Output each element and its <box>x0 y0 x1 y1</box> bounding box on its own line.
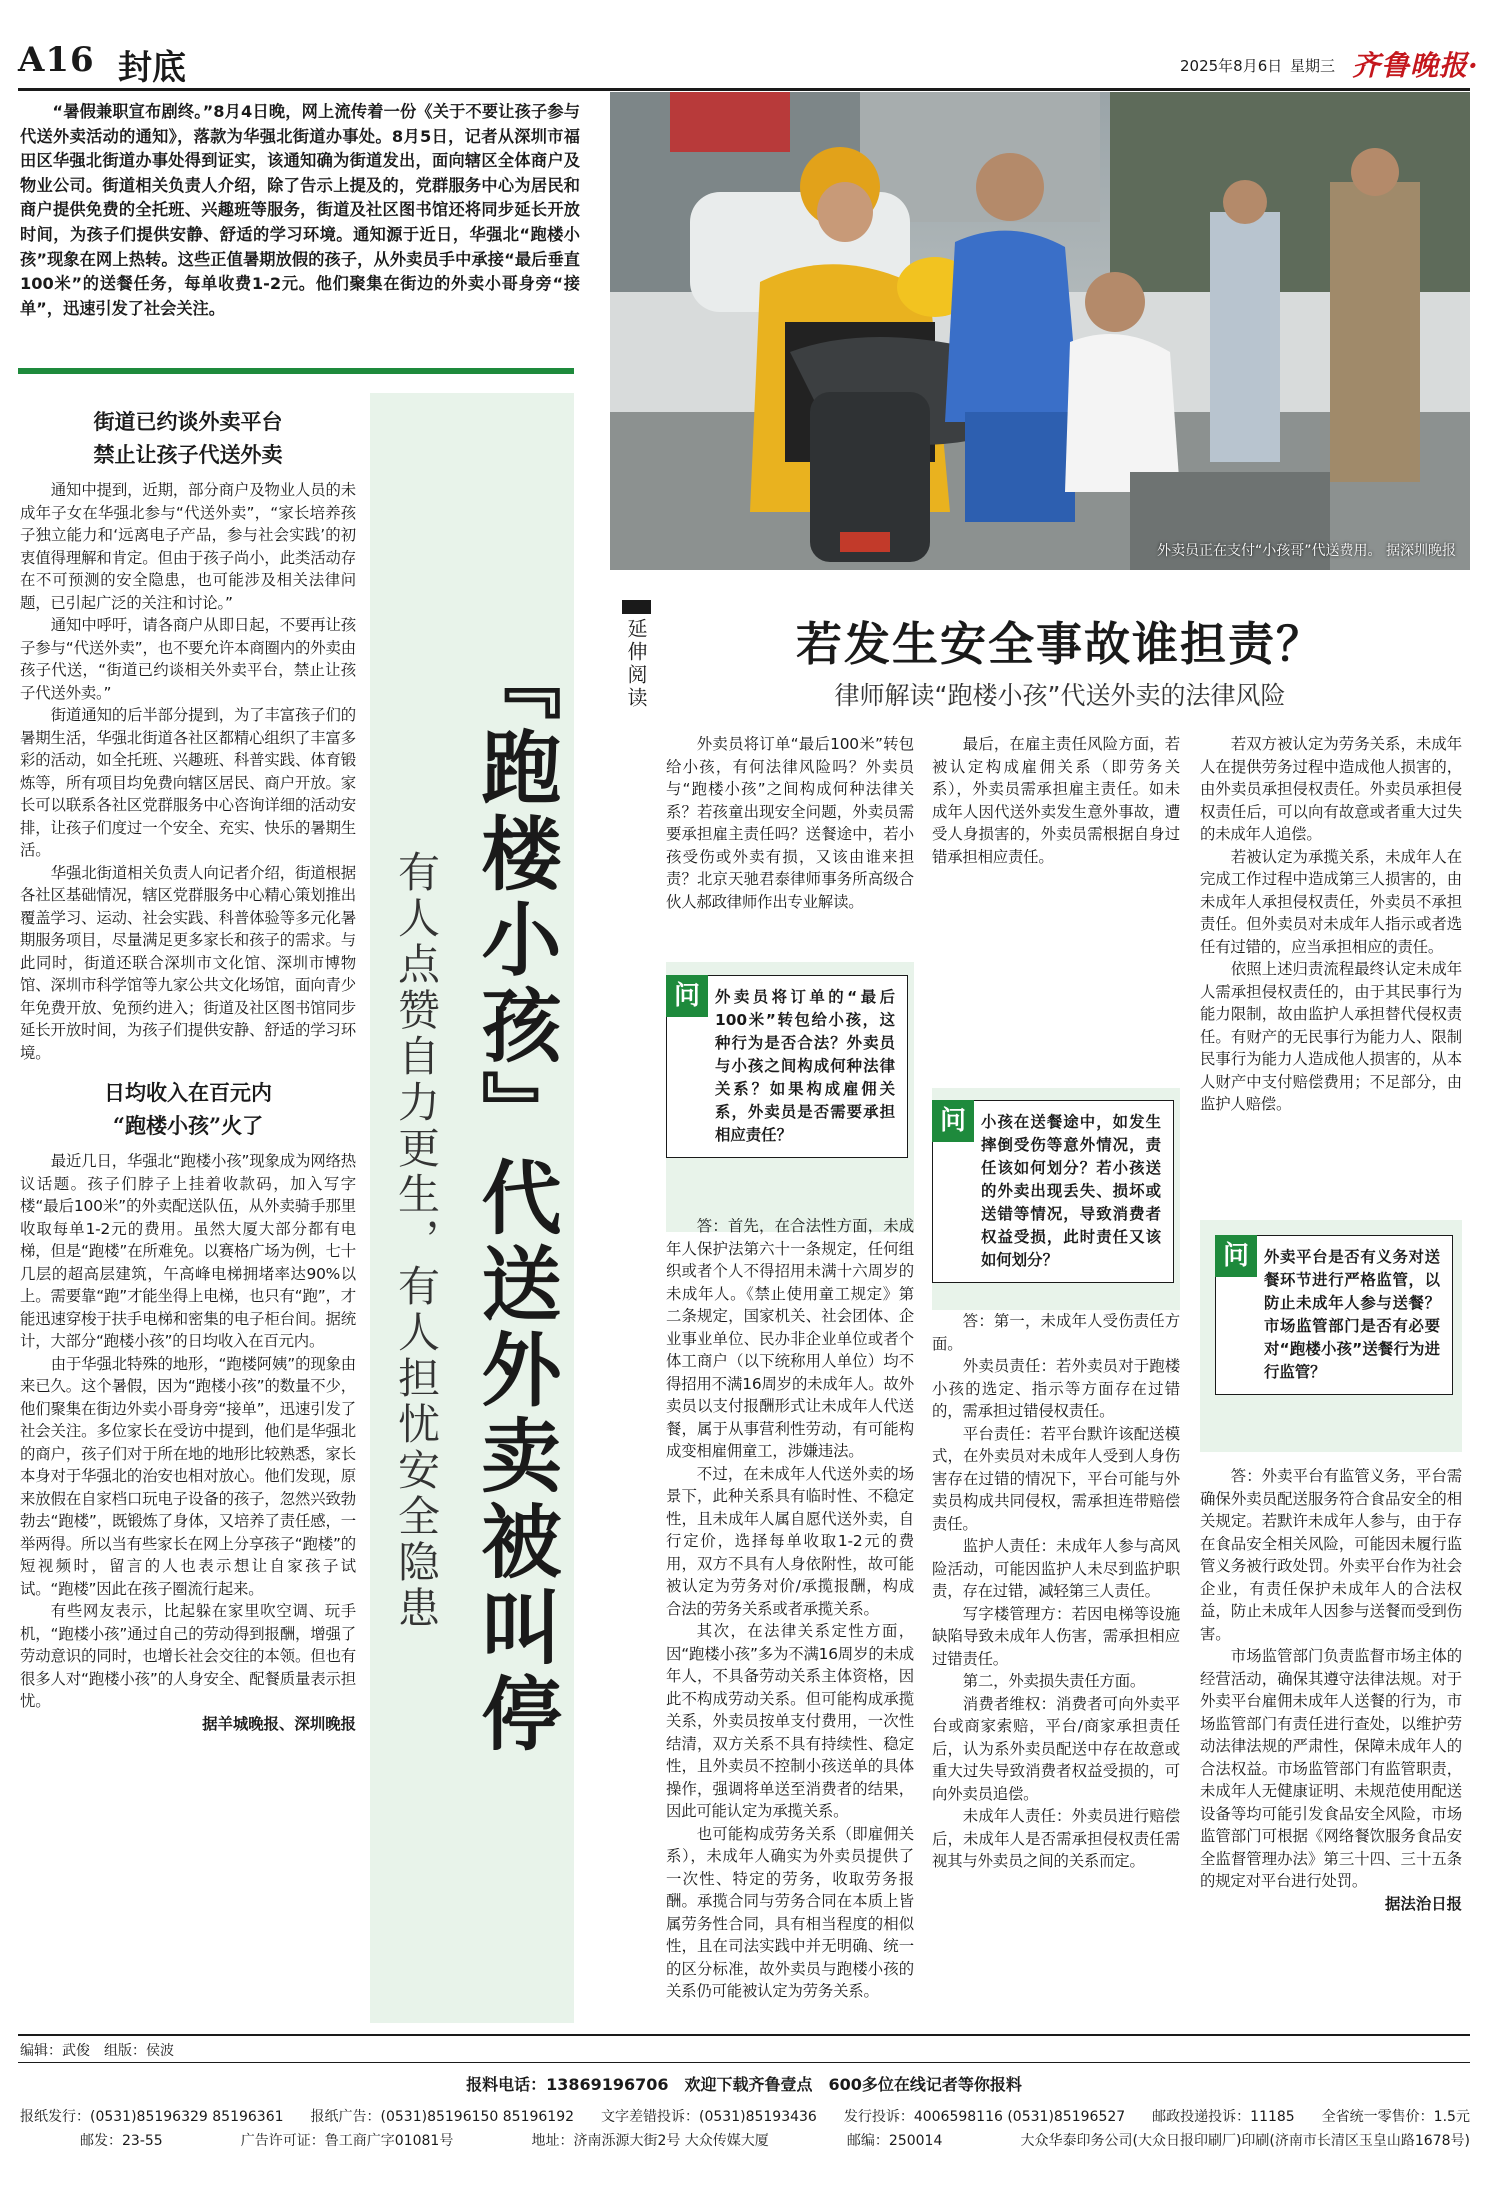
answer-paragraph: 若双方被认定为劳务关系，未成年人在提供劳务过程中造成他人损害的，由外卖员承担侵权责任。外卖员承担侵权责任后，可以向有故意或者重大过失的未成年人追偿。 <box>1200 735 1462 843</box>
answer-paragraph: 答：外卖平台有监管义务，平台需确保外卖员配送服务符合食品安全的相关规定。若默许未成年人参与，由于存在食品安全相关风险，可能因未履行监管义务被行政处罚。外卖平台作为社会企业，有责任保护未成年人的合法权益，防止未成年人因参与送餐而受到伤害。 <box>1200 1467 1462 1643</box>
issue-date: 2025年8月6日 <box>1180 57 1283 75</box>
footer-publisher-row: 邮发：23-55 广告许可证：鲁工商广字01081号 地址：济南泺源大街2号 大众传媒大厦 邮编：250014 大众华泰印务公司(大众日报印刷厂)印刷(济南市长清区玉皇山路1678号) <box>80 2133 1470 2149</box>
article-title: 若发生安全事故谁担责？ <box>796 617 1324 671</box>
news-hotline: 报料电话：13869196706 欢迎下载齐鲁壹点 600多位在线记者等你报料 <box>466 2075 1022 2094</box>
answer-paragraph: 也可能构成劳务关系（即雇佣关系），未成年人确实为外卖员提供了一次性、特定的劳务，收取劳务报酬。承揽合同与劳务合同在本质上皆属劳务性合同，具有相当程度的相似性，且在司法实践中并无明确、统一的区分标准，故外卖员与跑楼小孩的关系仍可能被认定为劳务关系。 <box>666 1824 914 2000</box>
answer-paragraph: 第二，外卖损失责任方面。 <box>962 1672 1146 1690</box>
body-paragraph: 由于华强北特殊的地形，“跑楼阿姨”的现象由来已久。这个暑假，因为“跑楼小孩”的数量不少，他们聚集在街边外卖小哥身旁“接单”，迅速引发了社会关注。多位家长在受访中提到，他们是华强北的商户，孩子们对于所在地的地形比较熟悉，家长本身对于华强北的治安也相对放心。他们发现，原来放假在自家档口玩电子设备的孩子，忽然兴致勃勃去“跑楼”，既锻炼了身体，又培养了责任感，一举两得。所以当有些家长在网上分享孩子“跑楼”的短视频时，留言的人也表示想让自家孩子试试。“跑楼”因此在孩子圈流行起来。 <box>20 1354 356 1598</box>
headline-subtitle: 有人点赞自力更生，有人担忧安全隐患 <box>392 850 441 1632</box>
article-column-b-answer <box>932 1310 1180 1873</box>
answer-paragraph: 市场监管部门负责监督市场主体的经营活动，确保其遵守法律法规。对于外卖平台雇佣未成年人送餐的行为，市场监管部门有责任进行查处，以维护劳动法律法规的严肃性，保障未成年人的合法权益。市场监管部门有监管职责，未成年人无健康证明、未规范使用配送设备等均可能引发食品安全风险，市场监管部门可根据《网络餐饮服务食品安全监督管理办法》第三十四、三十五条的规定对平台进行处罚。 <box>1200 1647 1462 1890</box>
editor-credit: 编辑：武俊 组版：侯波 <box>20 2043 174 2059</box>
news-photo <box>610 92 1470 570</box>
article-column-b <box>932 733 1180 868</box>
answer-paragraph: 若被认定为承揽关系，未成年人在完成工作过程中造成第三人损害的，由未成年人承担侵权责任，外卖员不承担责任。但外卖员对未成年人指示或者选任有过错的，应当承担相应的责任。 <box>1200 847 1462 956</box>
answer-paragraph: 写字楼管理方：若因电梯等设施缺陷导致未成年人伤害，需承担相应过错责任。 <box>932 1604 1180 1668</box>
article-column-a-answer <box>666 1215 914 2003</box>
article-intro: 外卖员将订单“最后100米”转包给小孩，有何法律风险吗？外卖员与“跑楼小孩”之间构成何种法律关系？若孩童出现安全问题，外卖员需要承担雇主责任吗？送餐途中，若小孩受伤或外卖有损，又该由谁来担责？北京天驰君泰律师事务所高级合伙人郝政律师作出专业解读。 <box>666 735 914 911</box>
footer-rule <box>18 2034 1470 2036</box>
body-paragraph: 华强北街道相关负责人向记者介绍，街道根据各社区基础情况，辖区党群服务中心精心策划推出覆盖学习、运动、社会实践、科普体验等多元化暑期服务项目，尽量满足更多家长和孩子的需求。与此同时，街道还联合深圳市文化馆、深圳市博物馆、深圳市科学馆等九家公共文化场馆，面向青少年免费开放、免预约进入；街道及社区图书馆同步延长开放时间，为孩子们提供安静、舒适的学习环境。 <box>20 863 356 1062</box>
answer-paragraph: 监护人责任：未成年人参与高风险活动，可能因监护人未尽到监护职责，存在过错，减轻第三人责任。 <box>932 1537 1180 1600</box>
answer-paragraph: 答：第一，未成年人受伤责任方面。 <box>932 1312 1180 1353</box>
answer-paragraph: 最后，在雇主责任风险方面，若被认定构成雇佣关系（即劳务关系），外卖员需承担雇主责任。如未成年人因代送外卖发生意外事故，遭受人身损害的，外卖员需根据自身过错承担相应责任。 <box>932 735 1180 866</box>
lead-paragraph: “暑假兼职宣布剧终。”8月4日晚，网上流传着一份《关于不要让孩子参与代送外卖活动的通知》，落款为华强北街道办事处。8月5日，记者从深圳市福田区华强北街道办事处得到证实，该通知确为街道发出，面向辖区全体商户及物业公司。街道相关负责人介绍，除了告示上提及的，党群服务中心为居民和商户提供免费的全托班、兴趣班等服务，街道及社区图书馆还将同步延长开放时间，为孩子们提供安静、舒适的学习环境。通知源于近日，华强北“跑楼小孩”现象在网上热转。这些正值暑期放假的孩子，从外卖员手中承接“最后垂直100米”的送餐任务，每单收费1-2元。他们聚集在街边的外卖小哥身旁“接单”，迅速引发了社会关注。 <box>20 102 580 318</box>
photo-caption: 外卖员正在支付“小孩哥”代送费用。 据深圳晚报 <box>1157 543 1456 559</box>
main-headline: 『跑楼小孩』代送外卖被叫停 <box>468 640 562 1758</box>
left-credit: 据羊城晚报、深圳晚报 <box>202 1714 356 1733</box>
article-credit: 据法治日报 <box>1385 1894 1462 1913</box>
question-box-2: 问 小孩在送餐途中，如发生摔倒受伤等意外情况，责任该如何划分？若小孩送的外卖出现丢失、损坏或送错等情况，导致消费者权益受损，此时责任又该如何划分？ <box>932 1100 1174 1283</box>
left-column <box>20 405 356 1735</box>
question-box-3: 问 外卖平台是否有义务对送餐环节进行严格监管，以防止未成年人参与送餐？市场监管部门是否有必要对“跑楼小孩”送餐行为进行监管？ <box>1215 1235 1453 1395</box>
article-column-c-answer <box>1200 1465 1462 1915</box>
article-column-a <box>666 733 914 913</box>
footer-contacts-row: 报纸发行：(0531)85196329 85196361 报纸广告：(0531)85196150 85196192 文字差错投诉：(0531)85193436 发行投诉：4006598116 (0531)85196527 邮政投递投诉：11185 全省统一零售价：1.5元 <box>20 2109 1470 2125</box>
subhead-1: 街道已约谈外卖平台 禁止让孩子代送外卖 <box>93 409 283 467</box>
question-tag: 问 <box>1215 1235 1257 1277</box>
question-box-1: 问 外卖员将订单的“最后100米”转包给小孩，这种行为是否合法？外卖员与小孩之间构成何种法律关系？如果构成雇佣关系，外卖员是否需要承担相应责任？ <box>666 975 908 1158</box>
issue-weekday: 星期三 <box>1290 57 1336 75</box>
question-tag: 问 <box>666 975 708 1017</box>
answer-paragraph: 其次，在法律关系定性方面，因“跑楼小孩”多为不满16周岁的未成年人，不具备劳动关系主体资格，因此不构成劳动关系。但可能构成承揽关系，外卖员按单支付费用，一次性结清，双方关系不具有持续性、稳定性，且外卖员不控制小孩送单的具体操作，强调将单送至消费者的结果，因此可能认定为承揽关系。 <box>666 1622 914 1820</box>
footer-rule-thin <box>18 2062 1470 2063</box>
body-paragraph: 街道通知的后半部分提到，为了丰富孩子们的暑期生活，华强北街道各社区都精心组织了丰富多彩的活动，如全托班、兴趣班、科普实践、体育锻炼等，所有项目均免费向辖区居民、商户开放。家长可以联系各社区党群服务中心咨询详细的活动安排，让孩子们度过一个安全、充实、快乐的暑期生活。 <box>20 706 356 859</box>
body-paragraph: 最近几日，华强北“跑楼小孩”现象成为网络热议话题。孩子们脖子上挂着收款码，加入写字楼“最后100米”的外卖配送队伍，从外卖骑手那里收取每单1-2元的费用。虽然大厦大部分都有电梯，但是“跑楼”在所难免。以赛格广场为例，七十几层的超高层建筑，午高峰电梯拥堵率达90%以上。需要靠“跑”才能坐得上电梯，也只有“跑”，才能迅速穿梭于扶手电梯和密集的电子柜台间。据统计，大部分“跑楼小孩”的日均收入在百元内。 <box>20 1152 356 1350</box>
answer-paragraph: 未成年人责任：外卖员进行赔偿后，未成年人是否需承担侵权责任需视其与外卖员之间的关系而定。 <box>932 1807 1180 1870</box>
photo-illustration <box>610 92 1470 570</box>
green-divider <box>18 368 574 374</box>
header-rule <box>18 88 1470 91</box>
answer-paragraph: 答：首先，在合法性方面，未成年人保护法第六十一条规定，任何组织或者个人不得招用未满十六周岁的未成年人。《禁止使用童工规定》第二条规定，国家机关、社会团体、企业事业单位、民办非企业单位或者个体工商户（以下统称用人单位）均不得招用不满16周岁的未成年人。故外卖员以支付报酬形式让未成年人代送餐，属于从事营利性劳动，有可能构成变相雇佣童工，涉嫌违法。 <box>666 1217 914 1460</box>
question-tag: 问 <box>932 1100 974 1142</box>
article-column-c <box>1200 733 1462 1116</box>
body-paragraph: 通知中提到，近期，部分商户及物业人员的未成年子女在华强北参与“代送外卖”，“家长培养孩子独立能力和‘远离电子产品，参与社会实践’的初衷值得理解和肯定。但由于孩子尚小，此类活动存在不可预测的安全隐患，也可能涉及相关法律问题，已引起广泛的关注和讨论。” <box>20 481 356 612</box>
answer-paragraph: 消费者维权：消费者可向外卖平台或商家索赔，平台/商家承担责任后，认为系外卖员配送中存在故意或重大过失导致消费者权益受损的，可向外卖员追偿。 <box>932 1694 1180 1803</box>
section-name: 封底 <box>118 48 186 88</box>
masthead-logo: 齐鲁晚报· <box>1352 49 1479 82</box>
article-subtitle: 律师解读“跑楼小孩”代送外卖的法律风险 <box>834 681 1286 710</box>
extended-reading-label: 延伸阅读 <box>622 600 651 710</box>
answer-paragraph: 依照上述归责流程最终认定未成年人需承担侵权责任的，由于其民事行为能力限制，故由监护人承担替代侵权责任。有财产的无民事行为能力人、限制民事行为能力人造成他人损害的，从本人财产中支付赔偿费用；不足部分，由监护人赔偿。 <box>1200 960 1462 1113</box>
subhead-2: 日均收入在百元内 “跑楼小孩”火了 <box>104 1080 272 1138</box>
body-paragraph: 通知中呼吁，请各商户从即日起，不要再让孩子参与“代送外卖”，也不要允许本商圈内的外卖由孩子代送，“街道已约谈相关外卖平台，禁止让孩子代送外卖。” <box>20 616 356 702</box>
answer-paragraph: 平台责任：若平台默许该配送模式，在外卖员对未成年人受到人身伤害存在过错的情况下，平台可能与外卖员构成共同侵权，需承担连带赔偿责任。 <box>932 1424 1180 1533</box>
answer-paragraph: 不过，在未成年人代送外卖的场景下，此种关系具有临时性、不稳定性，且未成年人属自愿代送外卖，自行定价，选择每单收取1-2元的费用，双方不具有人身依附性，故可能被认定为劳务对价/承揽报酬，构成合法的劳务关系或者承揽关系。 <box>666 1464 914 1618</box>
body-paragraph: 有些网友表示，比起躲在家里吹空调、玩手机，“跑楼小孩”通过自己的劳动得到报酬，增强了劳动意识的同时，也增长社会交往的本领。但也有很多人对“跑楼小孩”的人身安全、配餐质量表示担忧。 <box>20 1602 356 1710</box>
answer-paragraph: 外卖员责任：若外卖员对于跑楼小孩的选定、指示等方面存在过错的，需承担过错侵权责任。 <box>932 1357 1180 1420</box>
page-number: A16 <box>18 40 95 80</box>
